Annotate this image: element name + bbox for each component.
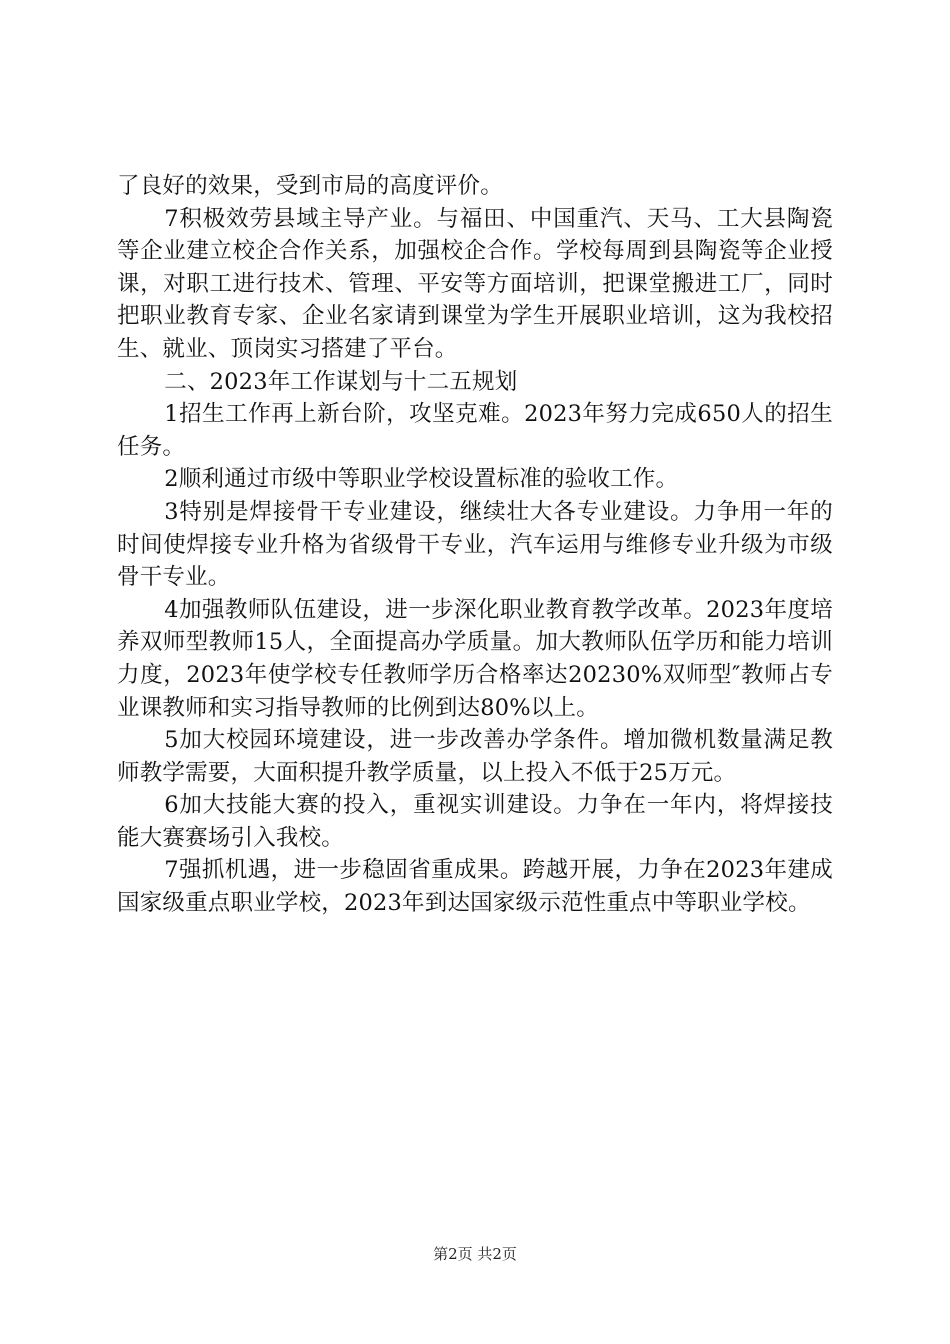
paragraph-item-4-teachers: 4加强教师队伍建设，进一步深化职业教育教学改革。2023年度培养双师型教师15人，全面提高办学质量。加大教师队伍学历和能力培训力度，2023年使学校专任教师学历合格率达20230%双师型″教师占专业课教师和实习指导教师的比例到达80%以上。 xyxy=(117,596,833,721)
paragraph-continuation: 了良好的效果，受到市局的高度评价。 xyxy=(117,173,503,199)
paragraph-item-7-opportunity: 7强抓机遇，进一步稳固省重成果。跨越开展，力争在2023年建成国家级重点职业学校，2023年到达国家级示范性重点中等职业学校。 xyxy=(117,857,833,917)
paragraph-item-2-acceptance: 2顺利通过市级中等职业学校设置标准的验收工作。 xyxy=(164,466,679,493)
document-body xyxy=(117,170,833,920)
page-number-footer: 第2页 共2页 xyxy=(433,1245,517,1263)
paragraph-item-7-industry: 7积极效劳县域主导产业。与福田、中国重汽、天马、工大县陶瓷等企业建立校企合作关系，加强校企合作。学校每周到县陶瓷等企业授课，对职工进行技术、管理、平安等方面培训，把课堂搬进工厂，同时把职业教育专家、企业名家请到课堂为学生开展职业培训，这为我校招生、就业、顶岗实习搭建了平台。 xyxy=(117,205,833,362)
section-heading-2023-plan: 二、2023年工作谋划与十二五规划 xyxy=(164,368,518,395)
paragraph-item-3-welding: 3特别是焊接骨干专业建设，继续壮大各专业建设。力争用一年的时间使焊接专业升格为省级骨干专业，汽车运用与维修专业升级为市级骨干专业。 xyxy=(117,498,833,591)
paragraph-item-5-campus: 5加大校园环境建设，进一步改善办学条件。增加微机数量满足教师教学需要，大面积提升教学质量，以上投入不低于25万元。 xyxy=(117,727,833,786)
paragraph-item-6-competition: 6加大技能大赛的投入，重视实训建设。力争在一年内，将焊接技能大赛赛场引入我校。 xyxy=(117,792,833,851)
paragraph-item-1-enrollment: 1招生工作再上新台阶，攻坚克难。2023年努力完成650人的招生任务。 xyxy=(117,401,833,460)
